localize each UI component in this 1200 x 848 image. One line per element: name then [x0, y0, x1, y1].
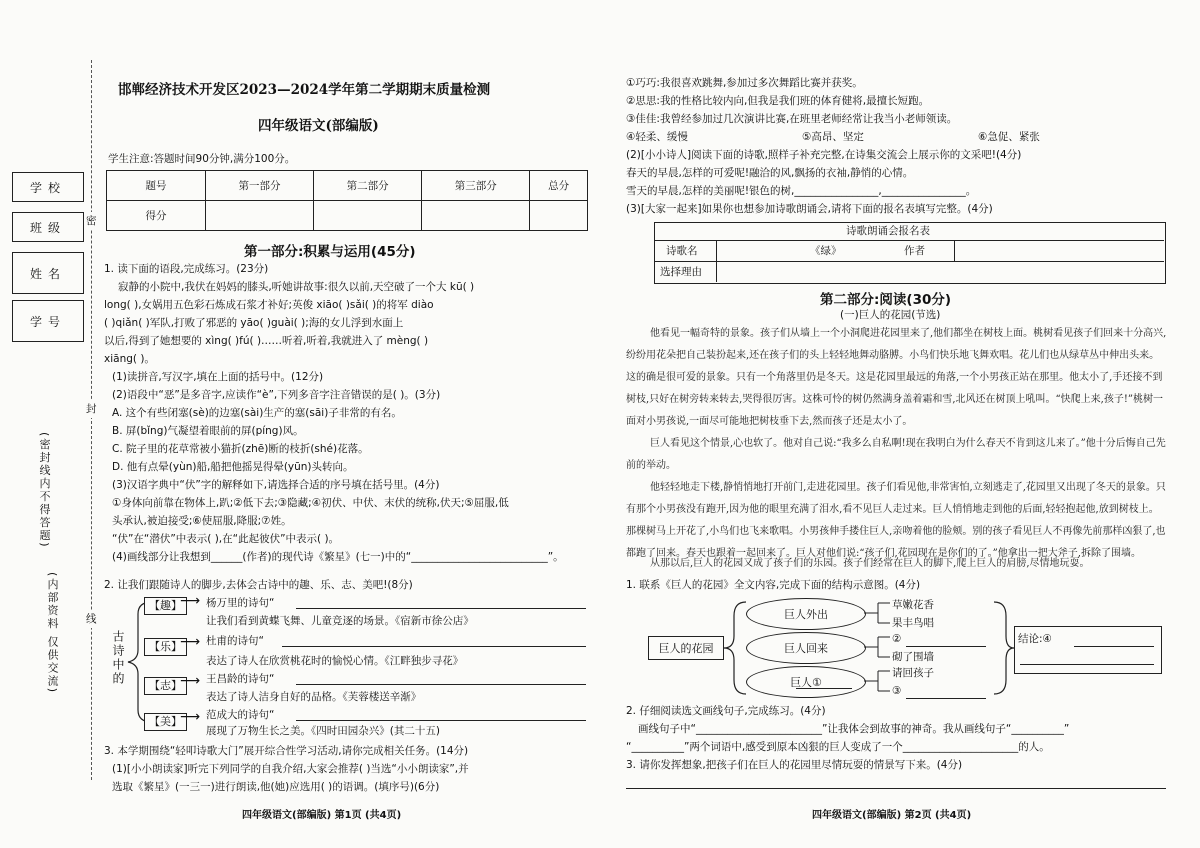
tone-option: ⑤高昂、坚定 — [802, 131, 864, 143]
tag-zhi: 【志】 — [144, 677, 187, 695]
diagram-leaf: 果丰鸟唱 — [892, 617, 934, 629]
q2-line-desc: 展现了万物生长之美。《四时田园杂兴》(其二十五) — [206, 725, 440, 737]
q3-sub1: (1)[小小朗读家]听完下列同学的自我介绍,大家会推荐( )当选“小小朗读家”,并 — [112, 763, 469, 775]
arrow-icon: ⟶ — [180, 709, 201, 725]
q2-line-desc: 表达了诗人在欣赏桃花时的愉悦心情。《江畔独步寻花》 — [206, 655, 464, 667]
diagram-root — [648, 636, 724, 660]
conclusion-blank[interactable] — [1020, 664, 1154, 665]
binding-char-mi: 密 — [86, 212, 97, 230]
reg-author-input[interactable] — [956, 243, 1162, 260]
tone-option: ④轻柔、缓慢 — [626, 131, 688, 143]
internal-notice: (内部资料 仅供交流) — [46, 572, 59, 695]
score-row-label: 得分 — [107, 201, 206, 231]
score-cell[interactable] — [206, 201, 314, 231]
exam-note: 学生注意:答题时间90分钟,满分100分。 — [108, 153, 296, 165]
diagram-blank[interactable] — [906, 646, 986, 647]
tone-option: ⑥急促、紧张 — [978, 131, 1040, 143]
diagram-branch — [746, 632, 866, 664]
score-header: 第三部分 — [422, 171, 530, 201]
score-cell[interactable] — [314, 201, 422, 231]
student-option: ②思思:我的性格比较内向,但我是我们班的体育健将,最擅长短跑。 — [626, 95, 930, 107]
rq1-title: 1. 联系《巨人的花园》全文内容,完成下面的结构示意图。(4分) — [626, 579, 921, 591]
q1-para-line: long( ),女娲用五色彩石炼成石浆才补好;英俊 xiāo( )sǎi( )的将军 diào — [104, 299, 434, 311]
q3-title: 3. 本学期围绕“轻叩诗歌大门”展开综合性学习活动,请你完成相关任务。(14分) — [104, 745, 469, 757]
reg-author-label: 作者 — [904, 245, 925, 257]
q2-line-desc: 让我们看到黄蝶飞舞、儿童竞逐的场景。《宿新市徐公店》 — [206, 615, 474, 627]
tag-le: 【乐】 — [144, 638, 187, 656]
q2-line-desc: 表达了诗人洁身自好的品格。《芙蓉楼送辛渐》 — [206, 691, 422, 703]
passage-paragraph: 他轻轻地走下楼,静悄悄地打开前门,走进花园里。孩子们看见他,非常害怕,立刻逃走了,花园里又出现了冬天的景象。只有那个小男孩没有跑开,因为他的眼里充满了泪水,看不见巨人走过来。巨人悄悄地走到他的后面,轻轻抱起他,放到树枝上。那棵树马上开花了,小鸟们也飞来歌唱。小男孩伸手搂住巨人,亲吻着他的脸颊。别的孩子看见巨人不再像先前那样凶狠了,也都跑了回来。春天也跟着一起回来了。巨人对他们说:“孩子们,花园现在是你们的了。”他拿出一把大斧子,拆除了围墙。 — [626, 482, 1166, 559]
arrow-icon: ⟶ — [180, 593, 201, 609]
diagram-leaf: 砌了围墙 — [892, 651, 934, 663]
q2-title: 2. 让我们跟随诗人的脚步,去体会古诗中的趣、乐、志、美吧!(8分) — [104, 579, 413, 591]
right-page — [600, 0, 1200, 848]
score-header: 题号 — [107, 171, 206, 201]
student-option: ①巧巧:我很喜欢跳舞,参加过多次舞蹈比赛并获奖。 — [626, 77, 863, 89]
part2-title: 第二部分:阅读(30分) — [820, 292, 952, 308]
poem-line: 春天的早晨,怎样的可爱呢!融洽的风,飘扬的衣袖,静悄的心情。 — [626, 167, 914, 179]
reg-poem-value: 《绿》 — [810, 245, 842, 257]
q1-option-c: C. 院子里的花草常被小猫折(zhē)断的枝折(shé)花落。 — [112, 443, 369, 455]
q1-para-line: ( )qiǎn( )军队,打败了邪恶的 yāo( )guài( );海的女儿浮到水面上 — [104, 317, 404, 329]
score-cell[interactable] — [422, 201, 530, 231]
passage-paragraph: 他看见一幅奇特的景象。孩子们从墙上一个小洞爬进花园里来了,他们都坐在树枝上面。桃树看见孩子们回来十分高兴,纷纷用花朵把自己装扮起来,还在孩子们的头上轻轻地舞动胳膊。小鸟们快乐地飞舞欢唱。花儿们也从绿草丛中伸出头来。这的确是很可爱的景象。只有一个角落里仍是冬天。这是花园里最远的角落,一个小男孩正站在那里。他太小了,手还接不到树枝,只好在树旁转来转去,哭得很厉害。这株可怜的树仍然满身盖着霜和雪,北风还在树顶上吼叫。“快爬上来,孩子!”桃树一面对小男孩说,一面尽可能地把树枝垂下去,然而孩子还是太小了。 — [626, 328, 1167, 427]
rq3-answer-line[interactable] — [626, 788, 1166, 789]
poem-line: 雪天的早晨,怎样的美丽呢!银色的树,________________,________________。 — [626, 185, 977, 197]
q1-title: 1. 读下面的语段,完成练习。(23分) — [104, 263, 269, 275]
diagram-blank[interactable] — [796, 688, 852, 689]
passage-title: (一)巨人的花园(节选) — [840, 309, 941, 321]
q1-option-d: D. 他有点晕(yùn)船,船把他摇晃得晕(yūn)头转向。 — [112, 461, 354, 473]
part1-title: 第一部分:积累与运用(45分) — [244, 244, 416, 260]
rq3-title: 3. 请你发挥想象,把孩子们在巨人的花园里尽情玩耍的情景写下来。(4分) — [626, 759, 963, 771]
sub2-title: (2)[小小诗人]阅读下面的诗歌,照样子补充完整,在诗集交流会上展示你的文采吧!(4分) — [626, 149, 1022, 161]
q2-answer-line[interactable] — [296, 608, 586, 609]
sealed-notice: (密封线内不得答题) — [38, 432, 51, 549]
q2-line-prefix: 杨万里的诗句“ — [206, 597, 275, 609]
diagram-branch — [746, 598, 866, 630]
diagram-leaf: 请回孩子 — [892, 667, 934, 679]
q1-sub4: (4)画线部分让我想到______(作者)的现代诗《繁星》(七一)中的“__________________________”。 — [112, 551, 564, 563]
rq2-line: 画线句子中“________________________”让我体会到故事的神奇。我从画线句子“__________” — [638, 723, 1070, 735]
diagram-branch — [746, 666, 866, 698]
name-field[interactable] — [12, 252, 84, 294]
fu-meanings: ①身体向前靠在物体上,趴;②低下去;③隐藏;④初伏、中伏、末伏的统称,伏天;⑤屈服,低 — [112, 497, 509, 509]
fu-meanings: 头承认,被迫接受;⑥使屈服,降服;⑦姓。 — [112, 515, 292, 527]
q1-para-line: 以后,得到了她想要的 xìng( )fú( )……听着,听着,我就进入了 mèng( ) — [104, 335, 429, 347]
school-label: 学校 — [29, 180, 66, 195]
q1-sub3: (3)汉语字典中“伏”字的解释如下,请选择合适的序号填在括号里。(4分) — [112, 479, 440, 491]
branch-label: 巨人外出 — [784, 608, 828, 621]
q1-sub1: (1)读拼音,写汉字,填在上面的括号中。(12分) — [112, 371, 324, 383]
class-label: 班级 — [29, 220, 66, 235]
score-table — [106, 170, 588, 231]
name-label: 姓名 — [29, 266, 66, 281]
branch-label: 巨人回来 — [784, 642, 828, 655]
arrow-icon: ⟶ — [180, 673, 201, 689]
rq2-title: 2. 仔细阅读选文画线句子,完成练习。(4分) — [626, 705, 826, 717]
reg-divider — [654, 240, 1164, 241]
page-footer-1: 四年级语文(部编版) 第1页 (共4页) — [242, 810, 402, 821]
fu-usage: “伏”在“潜伏”中表示( ),在“此起彼伏”中表示( )。 — [112, 533, 340, 545]
q2-answer-line[interactable] — [296, 684, 586, 685]
binding-char-xian: 线 — [86, 610, 97, 628]
conclusion-blank[interactable] — [1074, 646, 1154, 647]
reg-col-divider — [954, 241, 955, 261]
reg-caption: 诗歌朗诵会报名表 — [846, 225, 930, 237]
score-header: 总分 — [530, 171, 588, 201]
diagram-leaf: ② — [892, 633, 902, 645]
q2-answer-line[interactable] — [296, 720, 586, 721]
diagram-right-brace — [990, 596, 1016, 700]
q1-option-b: B. 屏(bǐng)气凝望着眼前的屏(píng)风。 — [112, 425, 304, 437]
passage-paragraph: 从那以后,巨人的花园又成了孩子们的乐园。孩子们经常在巨人的脚下,爬上巨人的肩膀,尽情地玩耍。 — [650, 558, 1090, 569]
score-cell[interactable] — [530, 201, 588, 231]
rq2-line: “__________”两个词语中,感受到原本凶狠的巨人变成了一个______________________的人。 — [626, 741, 1050, 753]
q1-sub2: (2)语段中“恶”是多音字,应读作“è”,下列多音字注音错误的是( )。(3分) — [112, 389, 441, 401]
passage-paragraph: 巨人看见这个情景,心也软了。他对自己说:“我多么自私啊!现在我明白为什么春天不肯到这儿来了。”他十分后悔自己先前的举动。 — [626, 438, 1166, 471]
q2-line-prefix: 杜甫的诗句“ — [206, 635, 264, 647]
q2-side-label: 古诗中的 — [111, 630, 125, 686]
student-id-field[interactable] — [12, 300, 84, 342]
student-option: ③佳佳:我曾经参加过几次演讲比赛,在班里老师经常让我当小老师领读。 — [626, 113, 958, 125]
school-field[interactable] — [12, 172, 84, 202]
diagram-leaf: ③ — [892, 685, 902, 697]
reg-poem-label: 诗歌名 — [666, 245, 698, 257]
class-field[interactable] — [12, 212, 84, 242]
sub3-title: (3)[大家一起来]如果你也想参加诗歌朗诵会,请将下面的报名表填写完整。(4分) — [626, 203, 993, 215]
exam-title: 邯郸经济技术开发区2023—2024学年第二学期期末质量检测 — [118, 82, 491, 98]
reg-col-divider — [716, 241, 717, 282]
binding-char-feng: 封 — [86, 400, 97, 418]
branch-label: 巨人① — [790, 676, 822, 689]
tag-mei: 【美】 — [144, 713, 187, 731]
diagram-root-label: 巨人的花园 — [658, 642, 714, 655]
reg-divider — [654, 261, 1164, 262]
arrow-icon: ⟶ — [180, 634, 201, 650]
conclusion-label: 结论:④ — [1018, 633, 1052, 645]
q1-para-line: 寂静的小院中,我伏在妈妈的膝头,听她讲故事:很久以前,天空破了一个大 kū( ) — [118, 281, 475, 293]
q2-line-prefix: 范成大的诗句“ — [206, 709, 275, 721]
page-footer-2: 四年级语文(部编版) 第2页 (共4页) — [812, 810, 972, 821]
score-header: 第一部分 — [206, 171, 314, 201]
q2-answer-line[interactable] — [282, 646, 586, 647]
q2-line-prefix: 王昌龄的诗句“ — [206, 673, 275, 685]
diagram-connectors — [862, 596, 892, 700]
reg-reason-label: 选择理由 — [660, 266, 702, 278]
exam-subtitle: 四年级语文(部编版) — [258, 118, 379, 134]
binding-line — [91, 60, 92, 780]
diagram-blank[interactable] — [906, 698, 986, 699]
reg-reason-input[interactable] — [718, 263, 1162, 281]
q1-para-line: xiāng( )。 — [104, 353, 155, 365]
q1-option-a: A. 这个有些闭塞(sè)的边塞(sài)生产的塞(sāi)子非常的有名。 — [112, 407, 402, 419]
score-header: 第二部分 — [314, 171, 422, 201]
diagram-leaf: 草嫩花香 — [892, 599, 934, 611]
q3-sub1: 选取《繁星》(一三一)进行朗读,他(她)应选用( )的语调。(填序号)(6分) — [112, 781, 440, 793]
student-id-label: 学号 — [29, 314, 66, 329]
tag-qu: 【趣】 — [144, 597, 187, 615]
